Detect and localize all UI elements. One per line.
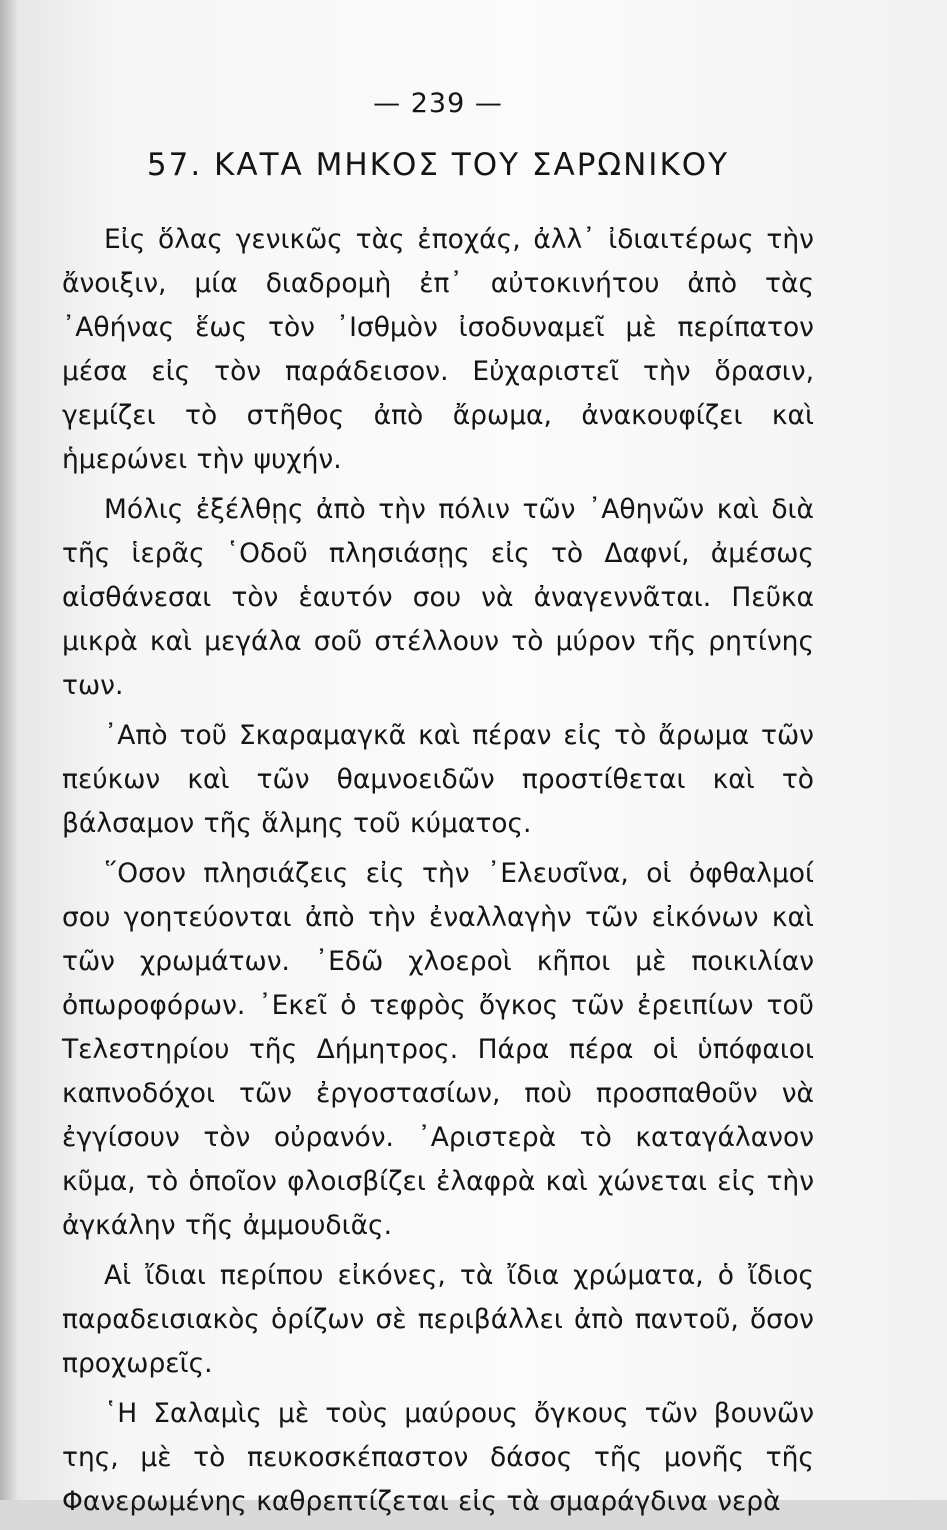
chapter-title: 57. ΚΑΤΑ ΜΗΚΟΣ ΤΟΥ ΣΑΡΩΝΙΚΟΥ xyxy=(146,147,730,184)
paragraph-5: Αἱ ἴδιαι περίπου εἰκόνες, τὰ ἴδια χρώματα, ὁ ἴδιος παραδεισιακὸς ὁρίζων σὲ περιβάλλει ἀπὸ παντοῦ, ὅσον προχωρεῖς. xyxy=(62,1260,814,1380)
paragraph-2: Μόλις ἐξέλθῃς ἀπὸ τὴν πόλιν τῶν ᾿Αθηνῶν καὶ διὰ τῆς ἱερᾶς ῾Οδοῦ πλησιάσῃς εἰς τὸ Δαφνί, ἀμέσως αἰσθάνεσαι τὸν ἑαυτόν σου νὰ ἀναγεννᾶται. Πεῦκα μικρὰ καὶ μεγάλα σοῦ στέλλουν τὸ μύρον τῆς ρητίνης των. xyxy=(62,494,814,702)
page-number: — 239 — xyxy=(373,88,503,119)
paragraph-3: ᾿Απὸ τοῦ Σκαραμαγκᾶ καὶ πέραν εἰς τὸ ἄρωμα τῶν πεύκων καὶ τῶν θαμνοειδῶν προστίθεται καὶ τὸ βάλσαμον τῆς ἅλμης τοῦ κύματος. xyxy=(62,720,814,840)
paragraph-6: ῾Η Σαλαμὶς μὲ τοὺς μαύρους ὄγκους τῶν βουνῶν της, μὲ τὸ πευκοσκέπαστον δάσος τῆς μονῆς τῆς Φανερωμένης καθρεπτίζεται εἰς τὰ σμαράγδινα νερὰ xyxy=(62,1398,814,1518)
text-block xyxy=(62,88,814,1530)
paragraph-1: Εἰς ὅλας γενικῶς τὰς ἐποχάς, ἀλλ᾿ ἰδιαιτέρως τὴν ἄνοιξιν, μία διαδρομὴ ἐπ᾿ αὐτοκινήτου ἀπὸ τὰς ᾿Αθήνας ἕως τὸν ᾿Ισθμὸν ἰσοδυναμεῖ μὲ περίπατον μέσα εἰς τὸν παράδεισον. Εὐχαριστεῖ τὴν ὅρασιν, γεμίζει τὸ στῆθος ἀπὸ ἄρωμα, ἀνακουφίζει καὶ ἡμερώνει τὴν ψυχήν. xyxy=(62,224,814,476)
paragraph-4: ῞Οσον πλησιάζεις εἰς τὴν ᾿Ελευσῖνα, οἱ ὀφθαλμοί σου γοητεύονται ἀπὸ τὴν ἐναλλαγὴν τῶν εἰκόνων καὶ τῶν χρωμάτων. ᾿Εδῶ χλοεροὶ κῆποι μὲ ποικιλίαν ὀπωροφόρων. ᾿Εκεῖ ὁ τεφρὸς ὄγκος τῶν ἐρειπίων τοῦ Τελεστηρίου τῆς Δήμητρος. Πάρα πέρα οἱ ὑπόφαιοι καπνοδόχοι τῶν ἐργοστασίων, ποὺ προσπαθοῦν νὰ ἐγγίσουν τὸν οὐρανόν. ᾿Αριστερὰ τὸ καταγάλανον κῦμα, τὸ ὁποῖον φλοισβίζει ἐλαφρὰ καὶ χώνεται εἰς τὴν ἀγκάλην τῆς ἀμμουδιᾶς. xyxy=(62,858,814,1242)
